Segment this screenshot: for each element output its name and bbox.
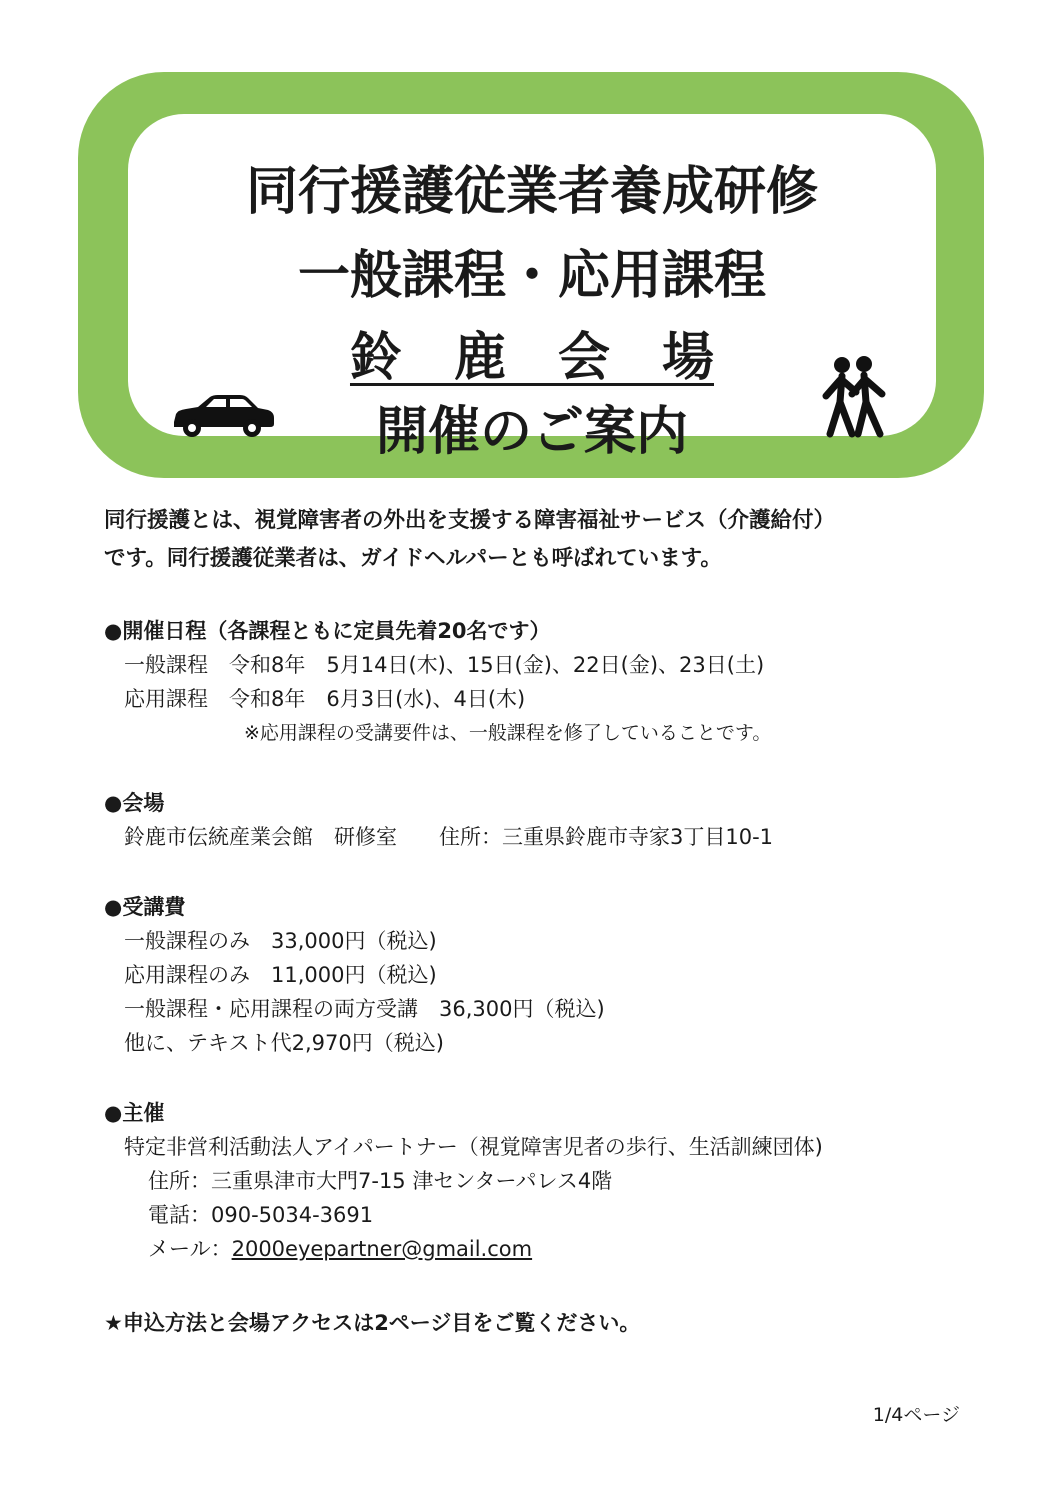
footer-note: ★申込方法と会場アクセスは2ページ目をご覧ください。 (104, 1311, 641, 1335)
organizer-section (104, 1096, 964, 1266)
fee-row-both: 一般課程・応用課程の両方受講 36,300円（税込) (124, 997, 605, 1021)
schedule-row-general: 一般課程 令和8年 5月14日(木)、15日(金)、22日(金)、23日(土) (124, 653, 765, 677)
organizer-heading: ●主催 (104, 1101, 165, 1125)
organizer-email-row (104, 1232, 964, 1266)
organizer-name: 特定非営利活動法人アイパートナー（視覚障害児者の歩行、生活訓練団体) (124, 1135, 823, 1159)
organizer-address: 住所：三重県津市大門7-15 津センターパレス4階 (148, 1169, 613, 1193)
title-line-2: 一般課程・応用課程 (297, 246, 766, 306)
car-icon (168, 392, 276, 438)
venue-heading: ●会場 (104, 791, 165, 815)
title-line-3 (128, 328, 936, 388)
organizer-phone: 電話：090-5034-3691 (148, 1203, 374, 1227)
schedule-section (104, 614, 964, 750)
intro-line-2: です。同行援護従業者は、ガイドヘルパーとも呼ばれています。 (104, 546, 722, 571)
venue-section (104, 786, 964, 854)
walking-people-icon (818, 356, 894, 438)
email-link[interactable]: 2000eyepartner@gmail.com (231, 1237, 533, 1261)
schedule-row-applied: 応用課程 令和8年 6月3日(水)、4日(木) (124, 687, 526, 711)
fee-row-applied: 応用課程のみ 11,000円（税込) (124, 963, 437, 987)
fee-row-general: 一般課程のみ 33,000円（税込) (124, 929, 437, 953)
venue-title: 鈴 鹿 会 場 (349, 328, 714, 388)
schedule-heading: ●開催日程（各課程ともに定員先着20名です） (104, 619, 551, 643)
main-content (104, 502, 964, 1361)
fee-heading: ●受講費 (104, 895, 186, 919)
schedule-note: ※応用課程の受講要件は、一般課程を修了していることです。 (244, 722, 772, 744)
title-line-4: 開催のご案内 (375, 402, 688, 462)
title-line-1: 同行援護従業者養成研修 (245, 162, 818, 222)
page-number: 1/4ページ (872, 1404, 960, 1426)
fee-section (104, 890, 964, 1060)
email-label: メール： (148, 1237, 232, 1261)
venue-row: 鈴鹿市伝統産業会館 研修室 住所：三重県鈴鹿市寺家3丁目10-1 (124, 825, 774, 849)
intro-line-1: 同行援護とは、視覚障害者の外出を支援する障害福祉サービス（介護給付） (104, 508, 836, 533)
fee-row-textbook: 他に、テキスト代2,970円（税込) (124, 1031, 444, 1055)
title-banner-inner (128, 114, 936, 462)
